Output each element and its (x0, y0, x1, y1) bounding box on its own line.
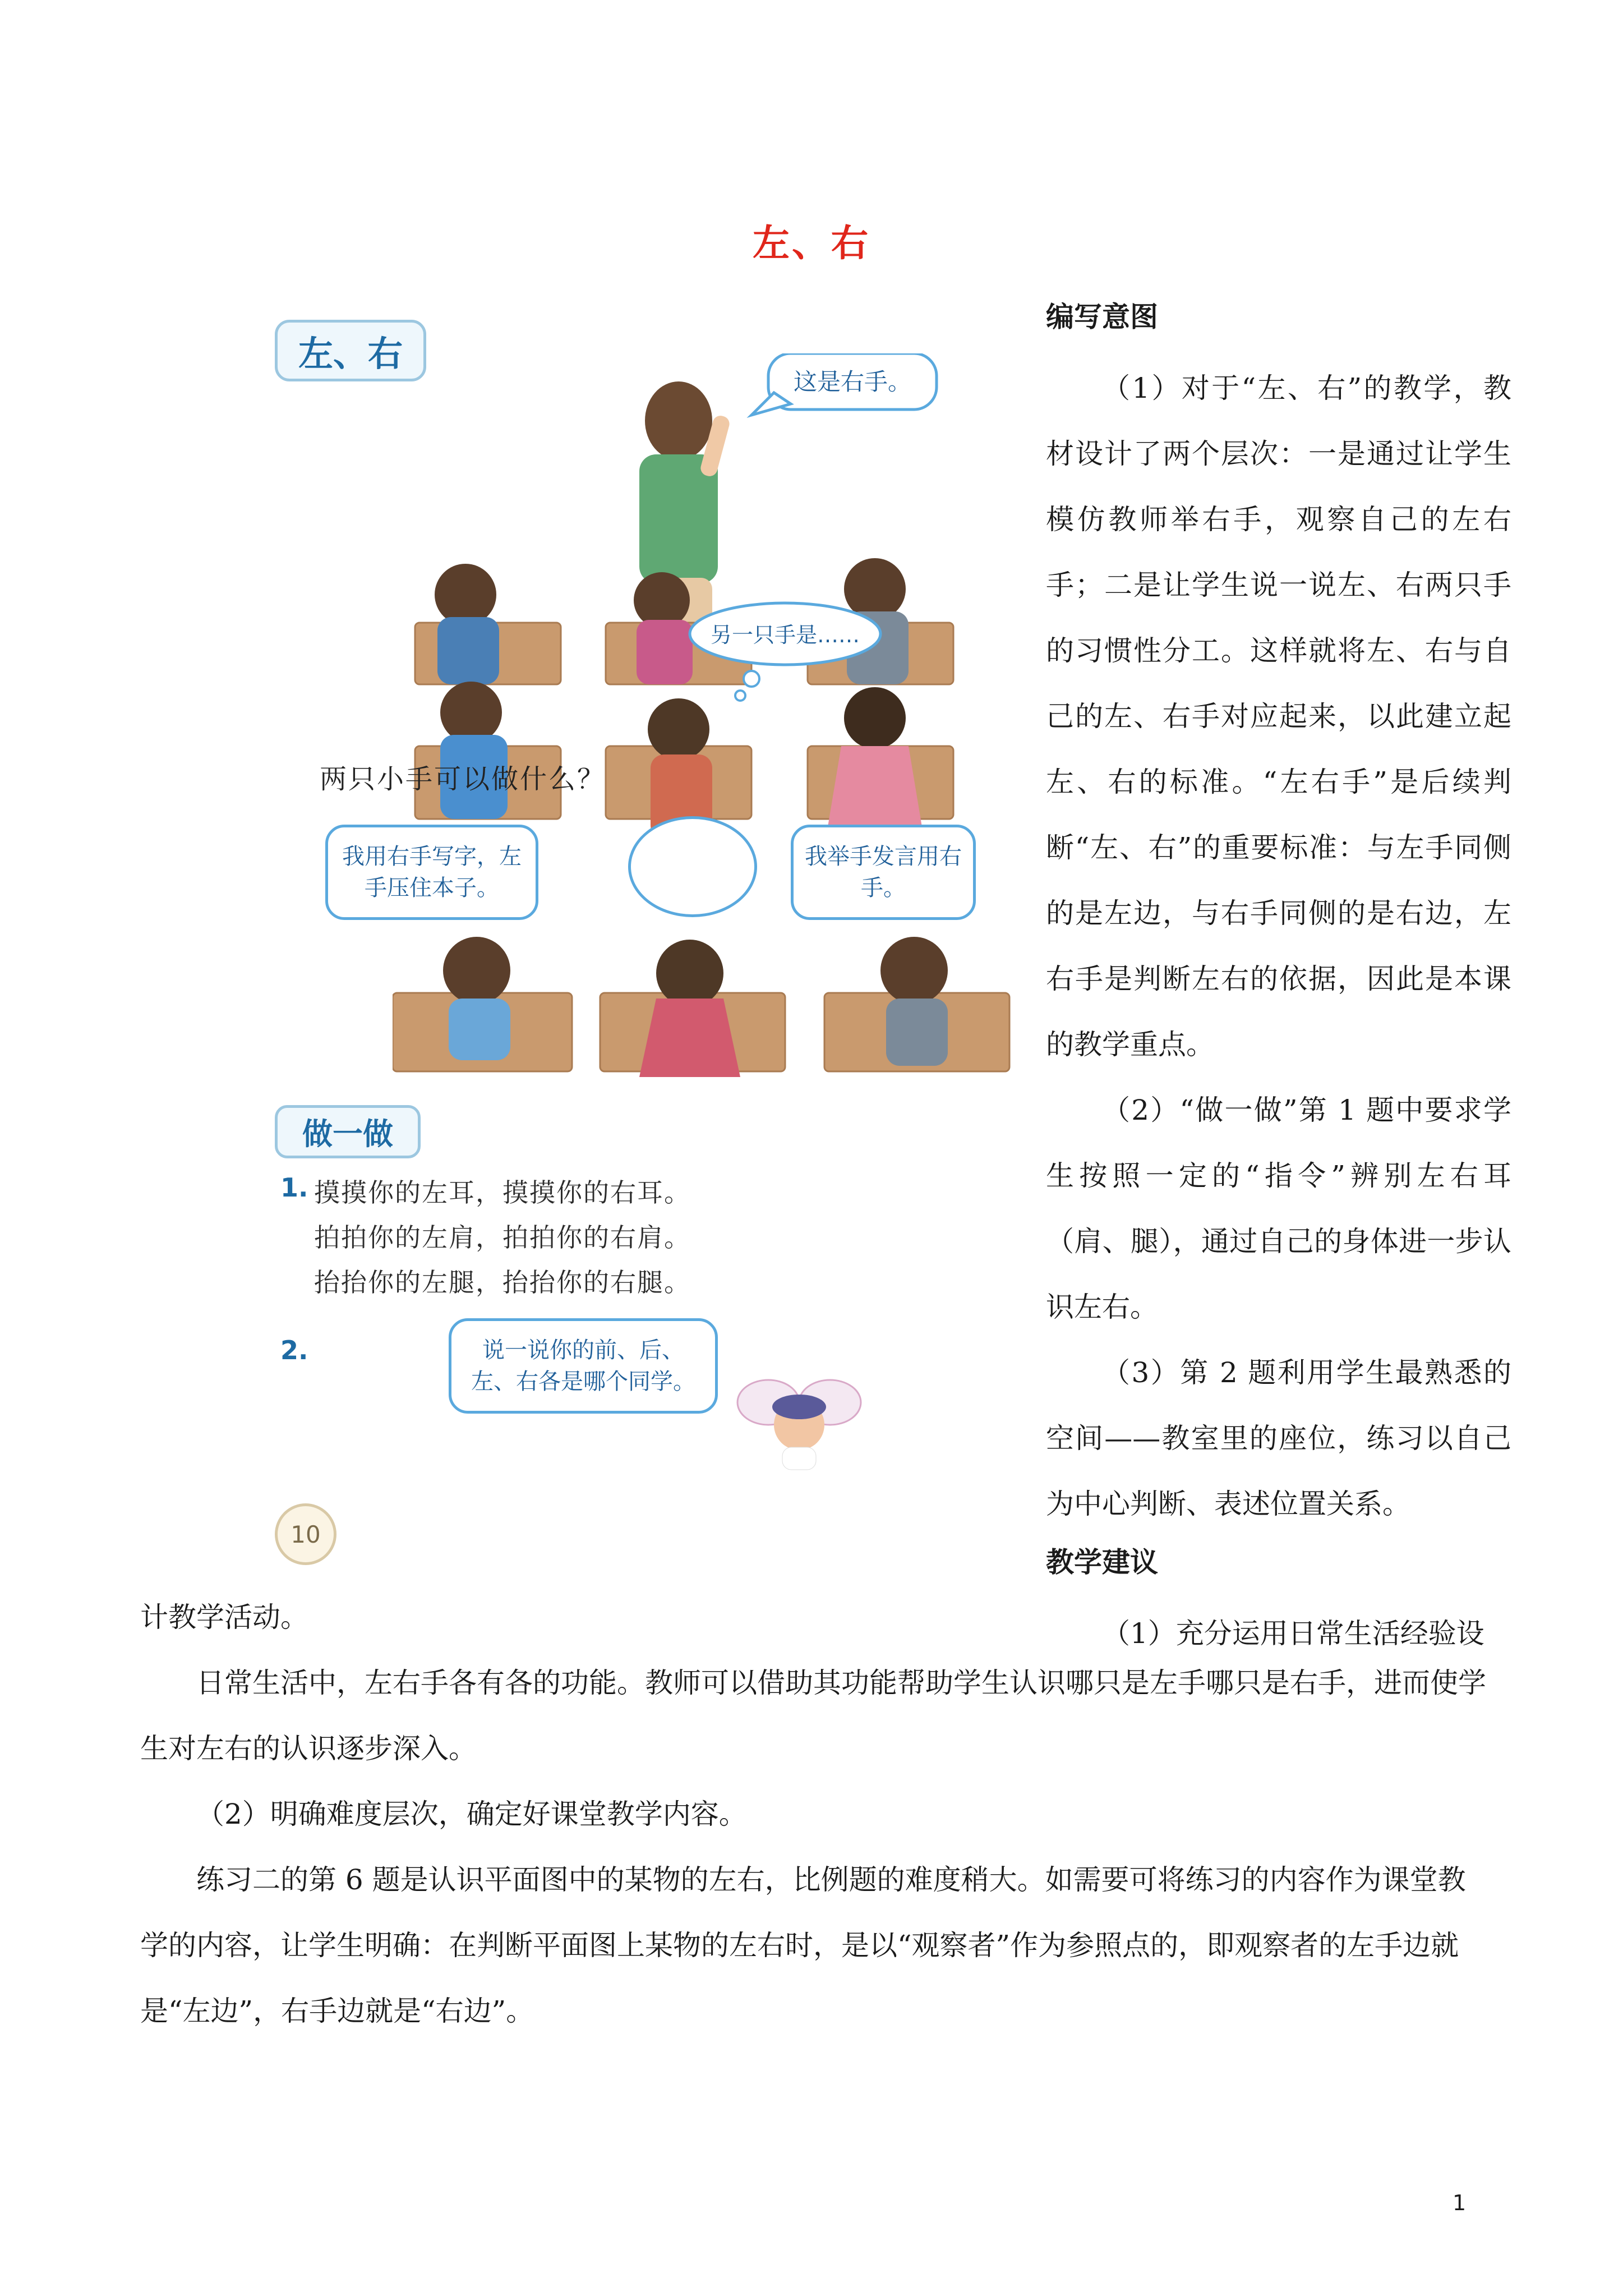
paragraph: 练习二的第 6 题是认识平面图中的某物的左右，比例题的难度稍大。如需要可将练习的内容作为课堂教学的内容，让学生明确：在判断平面图上某物的左右时，是以“观察者”作为参照点的，即观察者的左手边就是“左边”，右手边就是“右边”。 (140, 1864, 1466, 2027)
students-at-desks (393, 926, 1021, 1094)
lesson-tag: 左、右 (275, 320, 426, 381)
paragraph: 日常生活中，左右手各有各的功能。教师可以借助其功能帮助学生认识哪只是左手哪只是右手，进而使学生对左右的认识逐步深入。 (140, 1667, 1486, 1765)
thought-bubble-center (628, 816, 757, 917)
student-thought-bubble (690, 603, 880, 701)
paragraph: （2）“做一做”第 1 题中要求学生按照一定的“指令”辨别左右耳（肩、腿），通过自己的身体进一步认识左右。 (1046, 1094, 1511, 1323)
textbook-page-badge: 10 (275, 1503, 336, 1565)
teacher-bubble-text: 这是右手。 (793, 368, 912, 395)
paragraph: （1）对于“左、右”的教学，教材设计了两个层次：一是通过让学生模仿教师举右手，观察自己的左右手；二是让学生说一说左、右两只手的习惯性分工。这样就将左、右与自己的左、右手对应起来，以此建立起左、右的标准。“左右手”是后续判断“左、右”的重要标准：与左手同侧的是左边，与右手同侧的是右边，左右手是判断左右的依据，因此是本课的教学重点。 (1046, 372, 1511, 1061)
student-bubble-text: 另一只手是…… (710, 623, 860, 647)
textbook-question: 两只小手可以做什么？ (320, 763, 606, 795)
paragraph: 计教学活动。 (140, 1601, 308, 1634)
exercise1-line: 摸摸你的左耳，摸摸你的右耳。 (314, 1177, 691, 1208)
bubble-raise-hand: 我举手发言用右手。 (791, 825, 976, 920)
exercise2-bubble: 说一说你的前、后、左、右各是哪个同学。 (449, 1318, 718, 1414)
exercise1-line: 拍拍你的左肩，拍拍你的右肩。 (314, 1222, 691, 1253)
exercise2-number: 2. (280, 1335, 308, 1365)
section-tag-practice: 做一做 (275, 1105, 421, 1158)
textbook-illustration (269, 309, 1043, 1599)
suggestions-body (140, 1585, 1486, 2044)
page-title: 左、右 (753, 221, 870, 265)
intent-column (1046, 292, 1511, 1667)
bubble-write: 我用右手写字，左手压住本子。 (325, 825, 538, 920)
paragraph: （2）明确难度层次，确定好课堂教学内容。 (196, 1798, 747, 1830)
heading-writing-intent: 编写意图 (1046, 301, 1158, 333)
paragraph: （3）第 2 题利用学生最熟悉的空间——教室里的座位，练习以自己为中心判断、表述位置关系。 (1046, 1356, 1511, 1520)
exercise1-number: 1. (280, 1172, 308, 1203)
exercise1-line: 抬抬你的左腿，抬抬你的右腿。 (314, 1267, 691, 1297)
paragraph: （1）充分运用日常生活经验设 (1102, 1617, 1484, 1650)
page-number: 1 (1453, 2191, 1467, 2215)
heading-teaching-suggestions: 教学建议 (1046, 1546, 1158, 1579)
angel-mascot (735, 1363, 864, 1475)
